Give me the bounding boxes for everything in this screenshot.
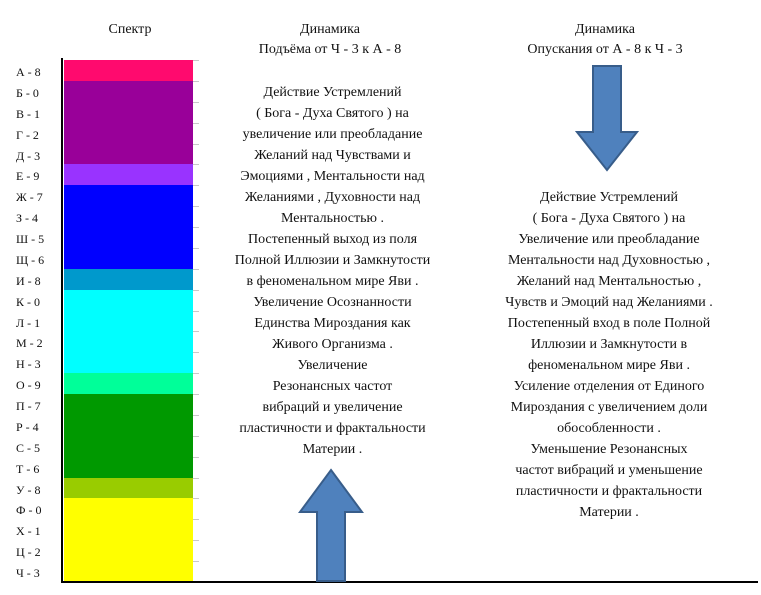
ascent-description-line: в феноменальном мире Яви .	[246, 274, 419, 289]
spectrum-band	[64, 394, 193, 415]
ascent-description-line: Эмоциями , Ментальности над	[240, 169, 425, 184]
spectrum-level-label: Ц - 2	[16, 545, 41, 560]
spectrum-tick	[193, 227, 199, 228]
spectrum-band	[64, 519, 193, 540]
spectrum-band	[64, 457, 193, 478]
spectrum-level-label: Ш - 5	[16, 232, 45, 247]
spectrum-tick	[193, 185, 199, 186]
descent-description-line: обособленности .	[557, 421, 661, 436]
ascent-heading-line-2: Подъёма от Ч - 3 к А - 8	[258, 42, 402, 57]
descent-arrow-down-icon	[575, 64, 639, 172]
descent-description-line: Ментальности над Духовностью ,	[507, 253, 711, 268]
spectrum-tick	[193, 102, 199, 103]
spectrum-tick	[193, 519, 199, 520]
spectrum-band	[64, 498, 193, 519]
descent-description-line: пластичности и фрактальности	[515, 484, 703, 499]
spectrum-band	[64, 81, 193, 102]
spectrum-tick	[193, 394, 199, 395]
spectrum-band	[64, 331, 193, 352]
spectrum-tick	[193, 331, 199, 332]
spectrum-band	[64, 185, 193, 206]
spectrum-level-label: Н - 3	[16, 357, 41, 372]
spectrum-tick	[193, 540, 199, 541]
spectrum-level-label: П - 7	[16, 399, 41, 414]
spectrum-level-label: Щ - 6	[16, 252, 45, 267]
spectrum-tick	[193, 311, 199, 312]
spectrum-tick	[193, 478, 199, 479]
descent-description-line: ( Бога - Духа Святого ) на	[532, 211, 686, 226]
spectrum-band	[64, 352, 193, 373]
ascent-description-line: Резонансных частот	[272, 379, 393, 394]
spectrum-band	[64, 206, 193, 227]
ascent-description-line: Желаниями , Духовности над	[244, 190, 421, 205]
spectrum-band	[64, 436, 193, 457]
ascent-description-line: Увеличение	[297, 358, 368, 373]
spectrum-tick	[193, 415, 199, 416]
spectrum-level-label: Р - 4	[16, 419, 39, 434]
spectrum-band	[64, 227, 193, 248]
spectrum-level-label: Х - 1	[16, 524, 41, 539]
spectrum-tick	[193, 164, 199, 165]
spectrum-level-label: З - 4	[16, 211, 39, 226]
spectrum-tick	[193, 498, 199, 499]
ascent-description-line: Желаний над Чувствами и	[254, 148, 411, 163]
descent-heading-line-1: Динамика	[575, 22, 635, 37]
spectrum-tick	[193, 206, 199, 207]
descent-heading-line-2: Опускания от А - 8 к Ч - 3	[527, 42, 683, 57]
descent-description-line: Постепенный вход в поле Полной	[507, 316, 711, 331]
descent-description-line: Действие Устремлений	[539, 190, 679, 205]
spectrum-level-label: Ч - 3	[16, 566, 40, 581]
spectrum-level-label: А - 8	[16, 65, 41, 79]
descent-description-line: Материи .	[579, 505, 639, 520]
spectrum-tick	[193, 290, 199, 291]
spectrum-tick-marks	[193, 60, 199, 582]
spectrum-band	[64, 269, 193, 290]
spectrum-level-label: Д - 3	[16, 148, 41, 163]
descent-heading	[490, 20, 720, 60]
spectrum-tick	[193, 144, 199, 145]
descent-description-line: Увеличение или преобладание	[518, 232, 700, 247]
descent-description-line: Желаний над Ментальностью ,	[516, 274, 702, 289]
descent-description	[478, 187, 740, 523]
spectrum-band	[64, 102, 193, 123]
spectrum-band	[64, 164, 193, 185]
spectrum-tick	[193, 81, 199, 82]
descent-description-line: феноменальном мире Яви .	[528, 358, 690, 373]
spectrum-tick	[193, 561, 199, 562]
ascent-description-line: Действие Устремлений	[263, 85, 402, 100]
descent-description-line: Уменьшение Резонансных	[530, 442, 688, 457]
spectrum-band	[64, 144, 193, 165]
ascent-description-line: вибраций и увеличение	[262, 400, 403, 415]
spectrum-tick	[193, 352, 199, 353]
spectrum-band	[64, 415, 193, 436]
spectrum-level-label: Ж - 7	[16, 190, 43, 205]
spectrum-level-label: М - 2	[16, 336, 43, 351]
spectrum-band	[64, 123, 193, 144]
spectrum-band	[64, 248, 193, 269]
horizontal-axis-line	[61, 581, 758, 583]
spectrum-level-label: Е - 9	[16, 169, 40, 184]
vertical-axis-line	[61, 58, 63, 583]
ascent-description-line: пластичности и фрактальности	[239, 421, 426, 436]
ascent-heading	[215, 20, 445, 60]
spectrum-level-label: У - 8	[16, 482, 41, 497]
spectrum-band	[64, 540, 193, 561]
spectrum-level-label: Л - 1	[16, 315, 41, 330]
ascent-heading-line-1: Динамика	[300, 22, 360, 37]
spectrum-level-label: С - 5	[16, 440, 40, 455]
ascent-description-line: ( Бога - Духа Святого ) на	[256, 106, 409, 121]
descent-description-line: частот вибраций и уменьшение	[515, 463, 703, 478]
spectrum-tick	[193, 436, 199, 437]
spectrum-band	[64, 60, 193, 81]
spectrum-tick	[193, 269, 199, 270]
ascent-description-line: Постепенный выход из поля	[247, 232, 418, 247]
spectrum-level-label: Т - 6	[16, 461, 40, 476]
spectrum-level-label: Б - 0	[16, 85, 39, 100]
spectrum-tick	[193, 60, 199, 61]
ascent-description-line: увеличение или преобладание	[242, 127, 423, 142]
spectrum-band	[64, 290, 193, 311]
descent-description-line: Усиление отделения от Единого	[513, 379, 705, 394]
ascent-description-line: Увеличение Осознанности	[253, 295, 412, 310]
ascent-description-line: Живого Организма .	[272, 337, 393, 352]
spectrum-tick	[193, 248, 199, 249]
descent-description-line: Чувств и Эмоций над Желаниями .	[505, 295, 713, 310]
spectrum-tick	[193, 457, 199, 458]
ascent-description	[205, 82, 460, 460]
spectrum-band	[64, 311, 193, 332]
descent-description-line: Иллюзии и Замкнутости в	[530, 337, 688, 352]
ascent-arrow-up-icon	[298, 468, 364, 582]
descent-description-line: Мироздания с увеличением доли	[510, 400, 708, 415]
spectrum-tick	[193, 373, 199, 374]
spectrum-level-label: Г - 2	[16, 127, 39, 142]
spectrum-bar	[64, 60, 193, 582]
ascent-description-line: Единства Мироздания как	[254, 316, 411, 331]
ascent-description-line: Полной Иллюзии и Замкнутости	[234, 253, 431, 268]
spectrum-level-label: Ф - 0	[16, 503, 42, 518]
spectrum-level-label: И - 8	[16, 273, 41, 288]
spectrum-level-label: К - 0	[16, 294, 40, 309]
spectrum-band	[64, 373, 193, 394]
spectrum-level-label: В - 1	[16, 106, 40, 121]
spectrum-level-label: О - 9	[16, 378, 41, 393]
spectrum-title: Спектр	[108, 22, 152, 37]
spectrum-band	[64, 561, 193, 582]
spectrum-band	[64, 478, 193, 499]
spectrum-tick	[193, 123, 199, 124]
ascent-description-line: Материи .	[302, 442, 363, 457]
ascent-description-line: Ментальностью .	[281, 211, 384, 226]
